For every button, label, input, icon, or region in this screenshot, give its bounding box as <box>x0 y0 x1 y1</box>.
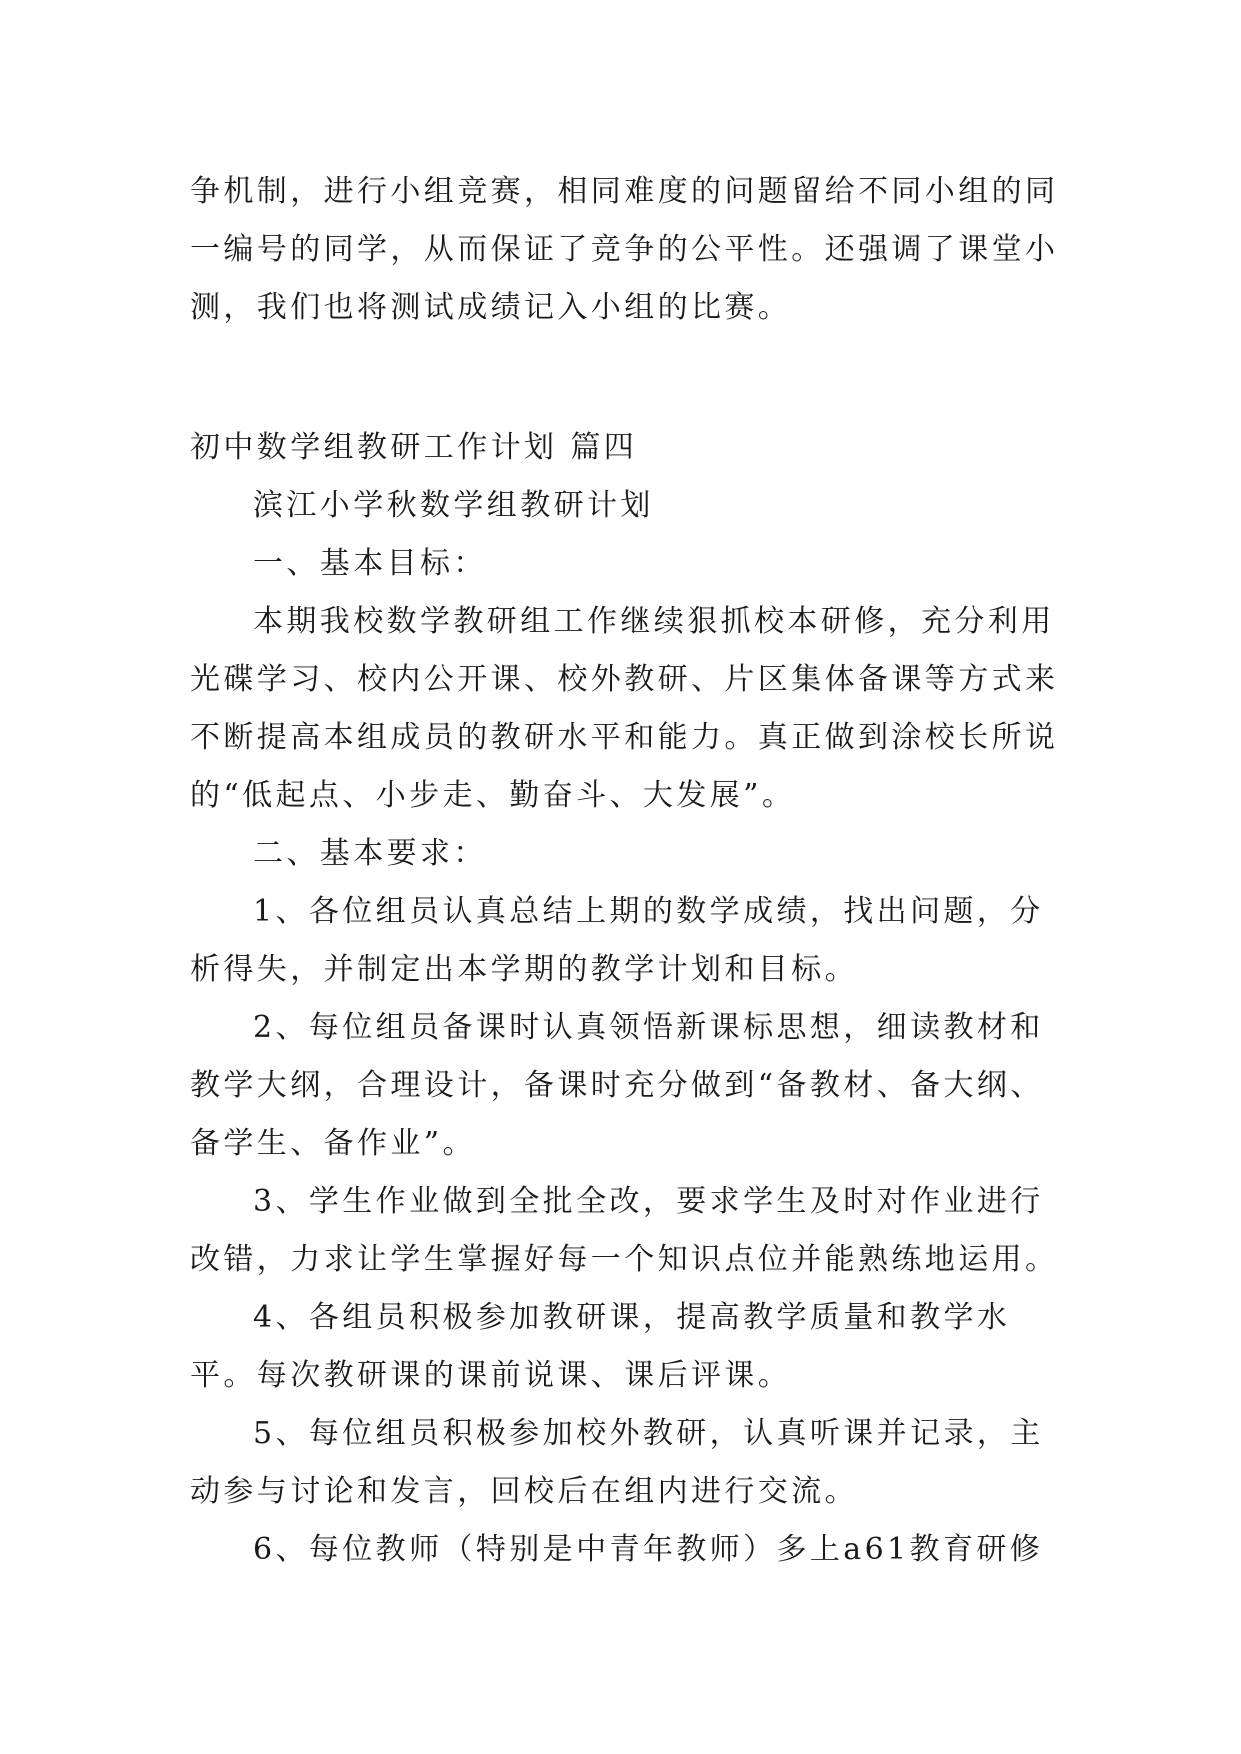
requirement-item-5: 5、每位组员积极参加校外教研，认真听课并记录，主动参与讨论和发言，回校后在组内进行交流。 <box>190 1416 1044 1509</box>
requirement-item-2: 2、每位组员备课时认真领悟新课标思想，细读教材和教学大纲，合理设计，备课时充分做到“备教材、备大纲、备学生、备作业”。 <box>190 1010 1044 1161</box>
intro-paragraph: 争机制，进行小组竞赛，相同难度的问题留给不同小组的同一编号的同学，从而保证了竞争的公平性。还强调了课堂小测，我们也将测试成绩记入小组的比赛。 <box>190 174 1059 325</box>
requirement-item-4: 4、各组员积极参加教研课，提高教学质量和教学水平。每次教研课的课前说课、课后评课。 <box>190 1300 1011 1393</box>
goal-heading: 一、基本目标： <box>253 546 487 581</box>
requirements-heading: 二、基本要求： <box>253 836 487 871</box>
section-heading: 初中数学组教研工作计划 篇四 <box>190 430 638 465</box>
section-spacer <box>190 337 1060 419</box>
goal-paragraph: 本期我校数学教研组工作继续狠抓校本研修，充分利用光碟学习、校内公开课、校外教研、片区集体备课等方式来不断提高本组成员的教研水平和能力。真正做到涂校长所说的“低起点、小步走、勤奋斗、大发展”。 <box>190 604 1059 813</box>
document-body <box>190 163 1060 1579</box>
requirement-item-1: 1、各位组员认真总结上期的数学成绩，找出问题，分析得失，并制定出本学期的教学计划和目标。 <box>190 894 1044 987</box>
requirement-item-6: 6、每位教师（特别是中青年教师）多上a61教育研修 <box>253 1532 1044 1567</box>
plan-title: 滨江小学秋数学组教研计划 <box>253 488 654 523</box>
requirement-item-3: 3、学生作业做到全批全改，要求学生及时对作业进行改错，力求让学生掌握好每一个知识点位并能熟练地运用。 <box>190 1184 1059 1277</box>
